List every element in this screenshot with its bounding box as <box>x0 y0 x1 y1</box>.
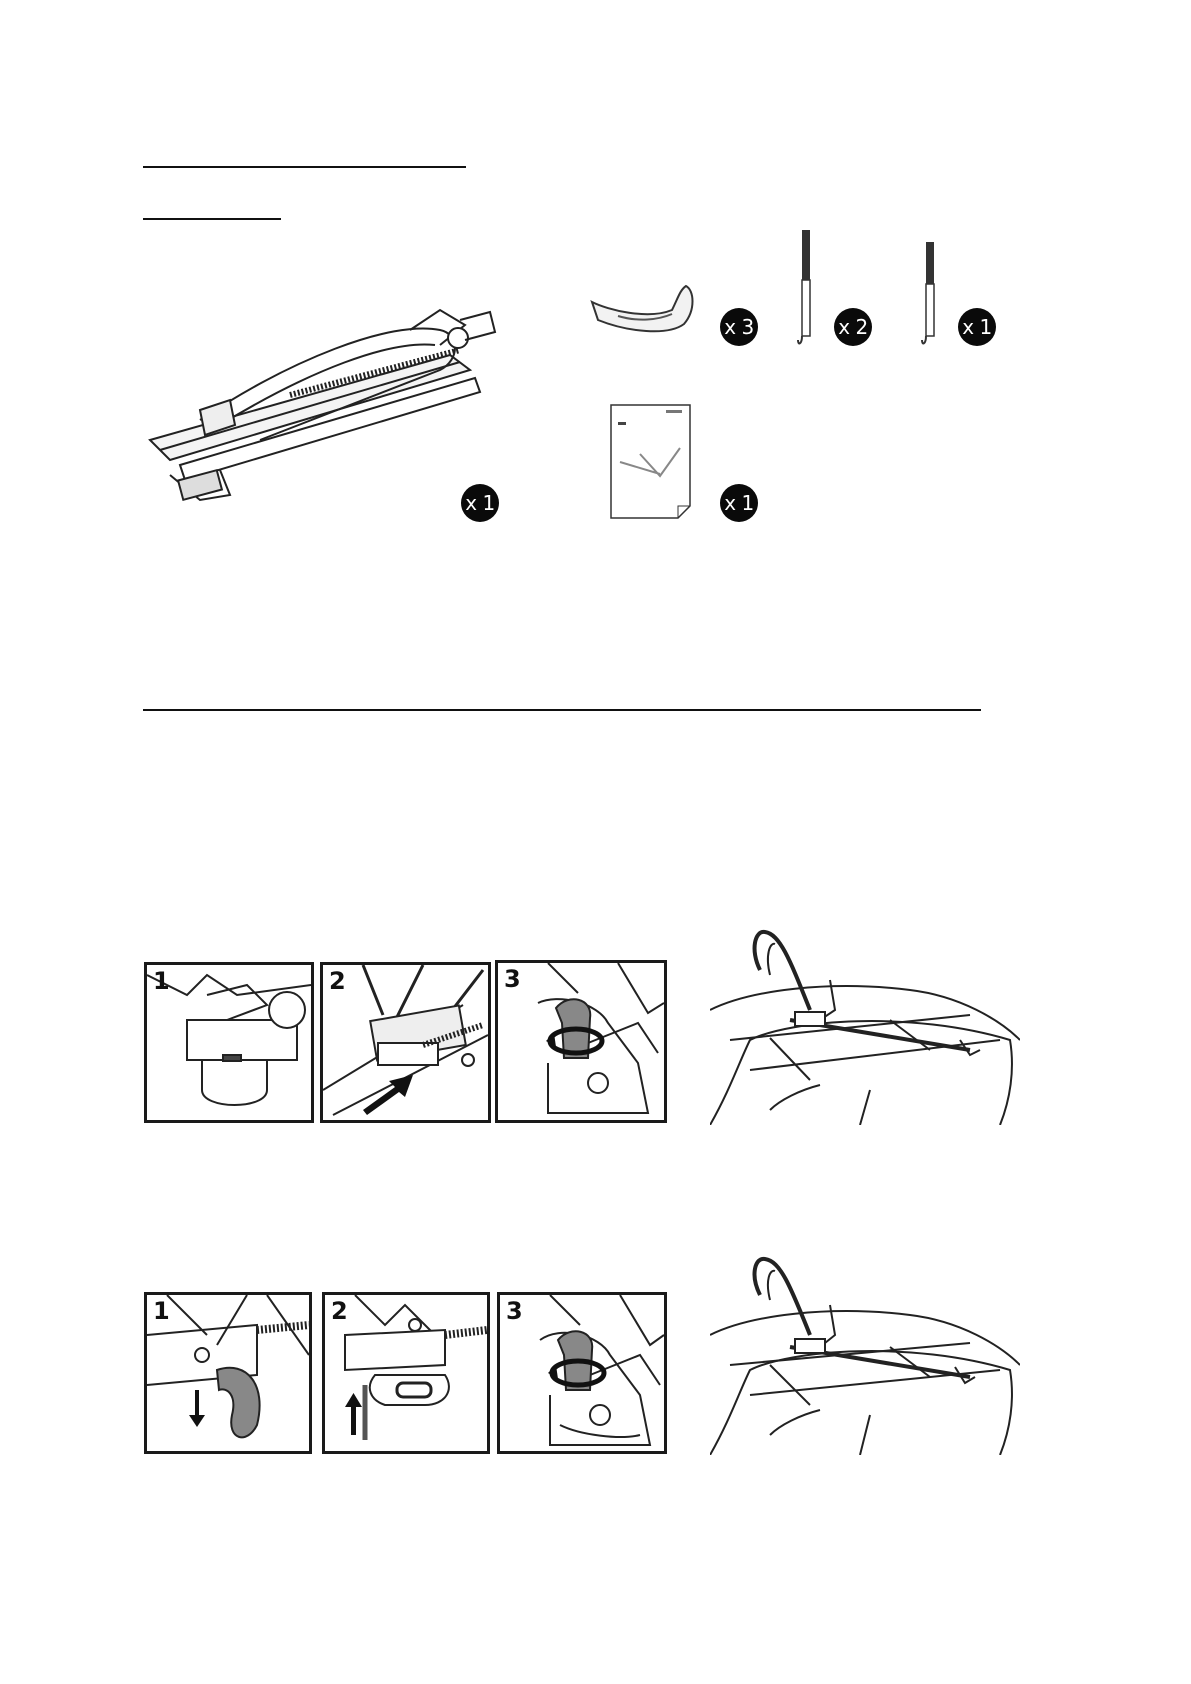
step-panel <box>144 962 314 1123</box>
wheel-cradle-illustration <box>588 280 698 340</box>
step-panel <box>144 1292 312 1454</box>
car-roof-rack-illustration <box>710 1255 1020 1455</box>
car-roof-rack-illustration <box>710 920 1020 1125</box>
quantity-badge: x 1 <box>958 308 996 346</box>
step-panel <box>320 962 491 1123</box>
step-panel <box>497 1292 667 1454</box>
section-heading-rule <box>143 166 466 168</box>
quantity-badge: x 2 <box>834 308 872 346</box>
step-number: 1 <box>153 1297 170 1325</box>
step-panel <box>322 1292 490 1454</box>
short-bolt-illustration <box>920 240 940 350</box>
step-number: 2 <box>329 967 346 995</box>
section-divider-rule <box>143 709 981 711</box>
step-panel <box>495 960 667 1123</box>
instruction-manual-illustration <box>610 404 692 520</box>
step-number: 2 <box>331 1297 348 1325</box>
long-bolt-illustration <box>796 228 816 348</box>
quantity-badge: x 1 <box>461 484 499 522</box>
quantity-badge: x 1 <box>720 484 758 522</box>
bike-rack-illustration <box>140 300 510 520</box>
step-number: 3 <box>504 965 521 993</box>
quantity-badge: x 3 <box>720 308 758 346</box>
subheading-rule <box>143 218 281 220</box>
step-number: 1 <box>153 967 170 995</box>
step-number: 3 <box>506 1297 523 1325</box>
